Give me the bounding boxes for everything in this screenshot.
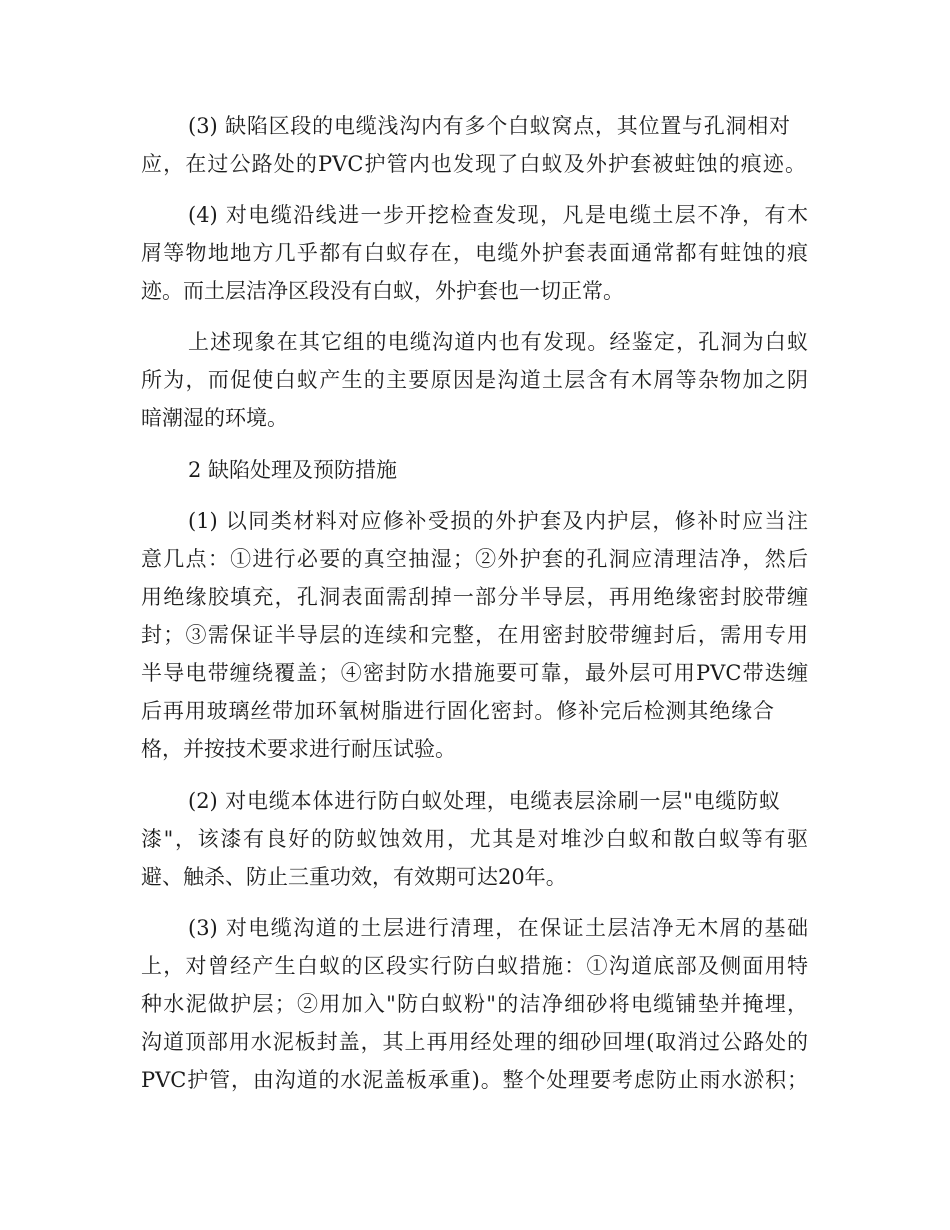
text-line: 用绝缘胶填充，孔洞表面需刮掉一部分半导层，再用绝缘密封胶带缠: [141, 585, 808, 609]
text-line: 应，在过公路处的PVC护管内也发现了白蚁及外护套被蛀蚀的痕迹。: [141, 152, 806, 176]
text-line: 上，对曾经产生白蚁的区段实行防白蚁措施：①沟道底部及侧面用特: [141, 954, 808, 978]
text-line: 漆"，该漆有良好的防蚁蚀效用，尤其是对堆沙白蚁和散白蚁等有驱: [141, 827, 808, 851]
text-line: (2) 对电缆本体进行防白蚁处理，电缆表层涂刷一层"电缆防蚁: [188, 789, 780, 813]
text-line: 后再用玻璃丝带加环氧树脂进行固化密封。修补完后检测其绝缘合: [141, 699, 774, 723]
text-line: (1) 以同类材料对应修补受损的外护套及内护层，修补时应当注: [188, 509, 808, 533]
text-line: (3) 缺陷区段的电缆浅沟内有多个白蚁窝点，其位置与孔洞相对: [188, 114, 790, 138]
text-line: 屑等物地地方几乎都有白蚁存在，电缆外护套表面通常都有蛀蚀的痕: [141, 241, 808, 265]
text-line: 所为，而促使白蚁产生的主要原因是沟道土层含有木屑等杂物加之阴: [141, 368, 808, 392]
text-line: PVC护管，由沟道的水泥盖板承重)。整个处理要考虑防止雨水淤积；: [141, 1068, 808, 1092]
text-line: 暗潮湿的环境。: [141, 406, 288, 430]
section-title: 2 缺陷处理及预防措施: [188, 458, 398, 482]
text-line: 意几点：①进行必要的真空抽湿；②外护套的孔洞应清理洁净，然后: [141, 547, 808, 571]
text-line: 沟道顶部用水泥板封盖，其上再用经处理的细砂回埋(取消过公路处的: [141, 1030, 808, 1054]
text-line: 迹。而土层洁净区段没有白蚁，外护套也一切正常。: [141, 279, 624, 303]
text-line: 种水泥做护层；②用加入"防白蚁粉"的洁净细砂将电缆铺垫并掩埋，: [141, 992, 808, 1016]
text-line: 格，并按技术要求进行耐压试验。: [141, 737, 456, 761]
text-line: 上述现象在其它组的电缆沟道内也有发现。经鉴定，孔洞为白蚁: [188, 330, 808, 354]
text-line: 半导电带缠绕覆盖；④密封防水措施要可靠，最外层可用PVC带迭缠: [141, 661, 808, 685]
text-line: 封；③需保证半导层的连续和完整，在用密封胶带缠封后，需用专用: [141, 623, 808, 647]
text-line: (4) 对电缆沿线进一步开挖检查发现，凡是电缆土层不净，有木: [188, 203, 808, 227]
text-line: 避、触杀、防止三重功效，有效期可达20年。: [141, 865, 567, 889]
text-line: (3) 对电缆沟道的土层进行清理，在保证土层洁净无木屑的基础: [188, 916, 808, 940]
